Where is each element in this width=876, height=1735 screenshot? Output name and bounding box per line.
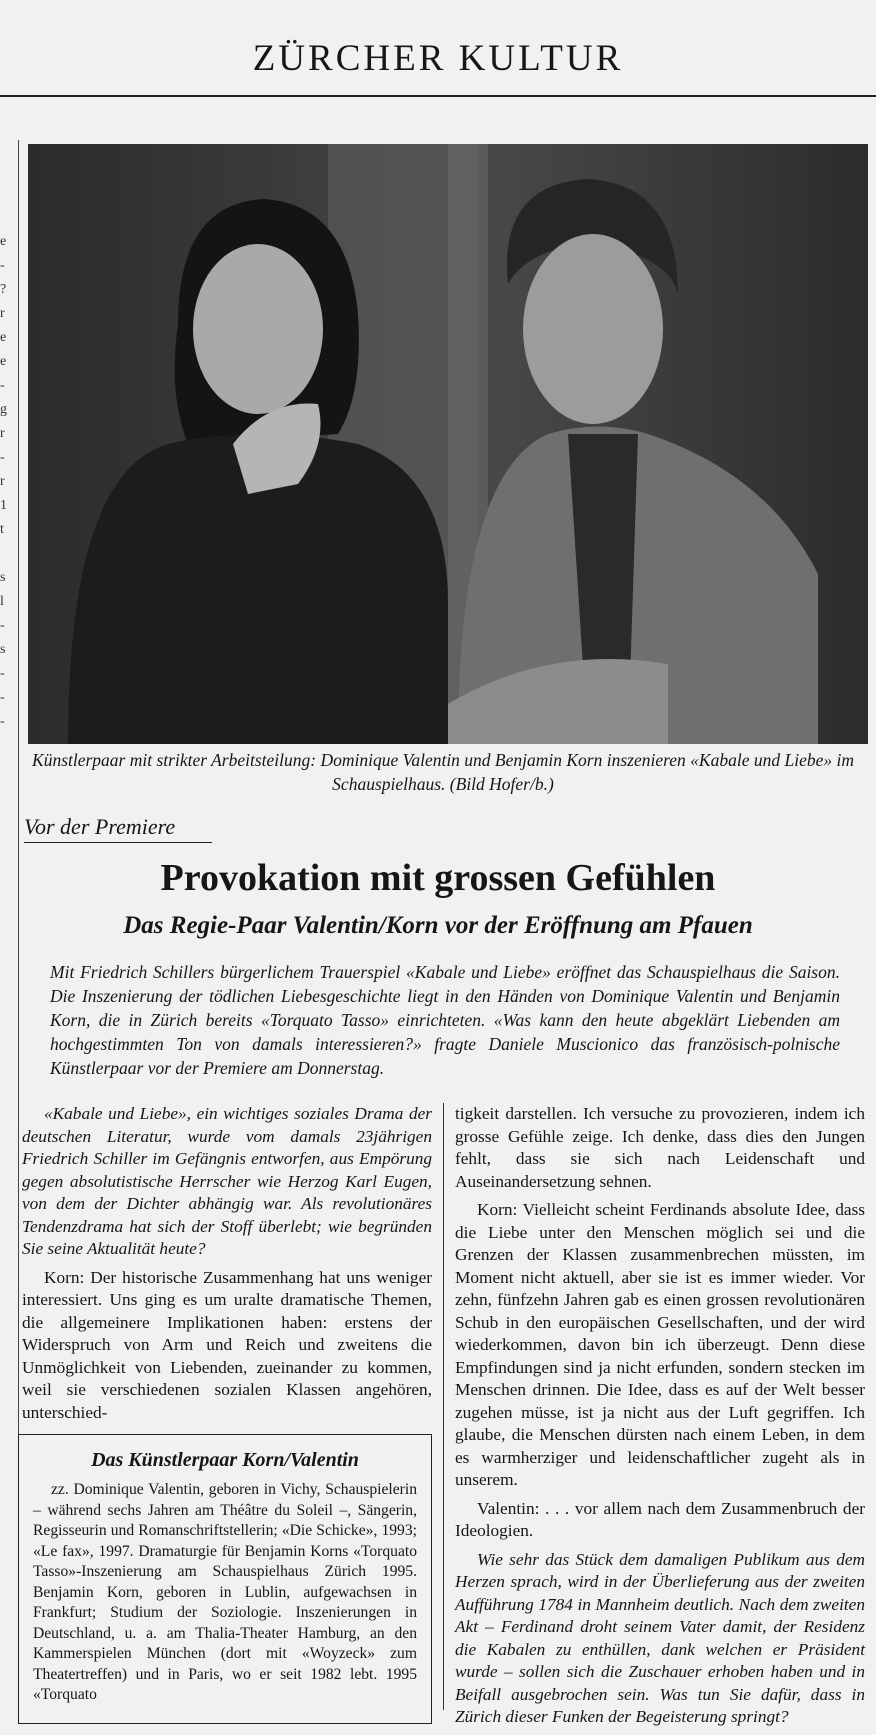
article-photo — [28, 144, 868, 744]
interview-question: Wie sehr das Stück dem damaligen Publikum aus dem Herzen sprach, wird in der Überlieferung aus der zweiten Aufführung 1784 in Mannheim deutlich. Nach dem zweiten Akt – Ferdinand droht seinem Vater damit, der Residenz die Kabalen zu enthüllen, dank welchen er Präsident wurde – sollen sich die Zuschauer erhoben haben und in Beifall ausgebrochen sein. Was tun Sie dafür, dass in Zürich dieser Funken der Begeisterung springt? — [455, 1549, 865, 1726]
edge-letter: - — [0, 258, 5, 273]
article-column-2 — [455, 1103, 865, 1735]
edge-letter: s — [0, 570, 6, 585]
edge-letter: l — [0, 594, 4, 609]
interview-answer: Korn: Der historische Zusammenhang hat uns weniger interessiert. Uns ging es um uralte dramatische Themen, die allgemeinere Implikationen haben: erstens der Widerspruch von Arm und Reich und zweitens die Unmöglichkeit von Liebenden, zueinander zu kommen, weil sie verschiedenen sozialen Klassen angehören, unterschied- — [22, 1267, 432, 1422]
kicker-underline — [24, 842, 212, 843]
edge-letter: - — [0, 618, 5, 633]
cropped-neighbour-column — [0, 230, 10, 730]
edge-letter: - — [0, 450, 5, 465]
edge-letter — [0, 542, 10, 566]
edge-letter: r — [0, 474, 5, 489]
edge-letter: 1 — [0, 498, 7, 513]
edge-letter: r — [0, 306, 5, 321]
edge-letter: e — [0, 330, 7, 345]
edge-letter: ? — [0, 282, 7, 297]
interview-question: «Kabale und Liebe», ein wichtiges soziales Drama der deutschen Literatur, wurde vom damals 23jährigen Friedrich Schiller im Gefängnis entworfen, aus Empörung gegen absolutistische Herrscher wie Herzog Karl Eugen, von dem der Dichter abhängig war. Als revolutionäres Tendenzdrama hat sich der Stoff überlebt; wie begründen Sie seine Aktualität heute? — [22, 1104, 432, 1258]
section-masthead: ZÜRCHER KULTUR — [252, 38, 624, 79]
interview-answer: tigkeit darstellen. Ich versuche zu provozieren, indem ich grosse Gefühle zeige. Ich denke, dass dies den Jungen fehlt, dass sie sich nach Leidenschaft und Auseinandersetzung sehnen. — [455, 1104, 865, 1191]
article-kicker: Vor der Premiere — [24, 814, 176, 839]
edge-letter: g — [0, 402, 7, 417]
article-headline: Provokation mit grossen Gefühlen — [160, 857, 716, 899]
edge-letter: - — [0, 666, 5, 681]
article-lead: Mit Friedrich Schillers bürgerlichem Trauerspiel «Kabale und Liebe» eröffnet das Schauspielhaus die Saison. Die Inszenierung der tödlichen Liebesgeschichte liegt in den Händen von Dominique Valentin und Benjamin Korn, die in Zürich bereits «Torquato Tasso» einrichteten. «Was kann den heute abgeklärt Liebenden am hochgestimmten Ton von damals interessieren?» fragte Daniele Muscionico das französisch-polnische Künstlerpaar vor der Premiere am Donnerstag. — [50, 962, 840, 1078]
edge-letter: s — [0, 642, 6, 657]
interview-answer: Valentin: . . . vor allem nach dem Zusammenbruch der Ideologien. — [455, 1498, 865, 1540]
photo-caption: Künstlerpaar mit strikter Arbeitsteilung: Dominique Valentin und Benjamin Korn inszenieren «Kabale und Liebe» im Schauspielhaus. (Bild Hofer/b.) — [32, 750, 854, 794]
infobox-title: Das Künstlerpaar Korn/Valentin — [91, 1449, 359, 1471]
edge-letter: r — [0, 426, 5, 441]
article-subhead: Das Regie-Paar Valentin/Korn vor der Eröffnung am Pfauen — [123, 912, 753, 939]
masthead-rule — [0, 95, 876, 97]
edge-letter: t — [0, 522, 4, 537]
article-column-1 — [22, 1103, 432, 1430]
edge-letter: - — [0, 690, 5, 705]
edge-letter: e — [0, 354, 7, 369]
edge-letter: e — [0, 234, 7, 249]
edge-letter: - — [0, 714, 5, 729]
column-divider — [443, 1103, 444, 1710]
infobox-text: zz. Dominique Valentin, geboren in Vichy, Schauspielerin – während sechs Jahren am Théâtre du Soleil –, Sängerin, Regisseurin und Romanschriftstellerin; «Die Schicke», 1993; «Le fax», 1997. Dramaturgie für Benjamin Korns «Torquato Tasso»-Inszenierung am Schauspielhaus Zürich 1995. Benjamin Korn, geboren in Lublin, aufgewachsen in Frankfurt; Studium der Soziologie. Inszenierungen in Deutschland, u. a. am Thalia-Theater Hamburg, an den Kammerspielen München (dort mit «Woyzeck» zum Theatertreffen) und in Paris, wo er seit 1982 lebt. 1995 «Torquato — [33, 1481, 417, 1703]
edge-letter: - — [0, 378, 5, 393]
infobox — [18, 1434, 432, 1724]
interview-answer: Korn: Vielleicht scheint Ferdinands absolute Idee, dass die Liebe unter den Menschen möglich sei und die Grenzen der Klassen zusammenbrechen müssten, im Moment nicht aktuell, aber sie ist es immer wieder. Vor zehn, fünfzehn Jahren gab es einen grossen revolutionären Schub in den europäischen Gesellschaften, und der wird wiederkommen, davon bin ich überzeugt. Denn diese Empfindungen sind ja nicht erfunden, sondern stecken im Menschen drinnen. Die Idee, dass es auf der Welt besser zugehen müsse, ist ja nicht aus der Luft gegriffen. Ich glaube, die Menschen dürsten nach einem Leben, in dem es warmherziger und leidenschaftlicher zugeht als in unserem. — [455, 1200, 865, 1489]
